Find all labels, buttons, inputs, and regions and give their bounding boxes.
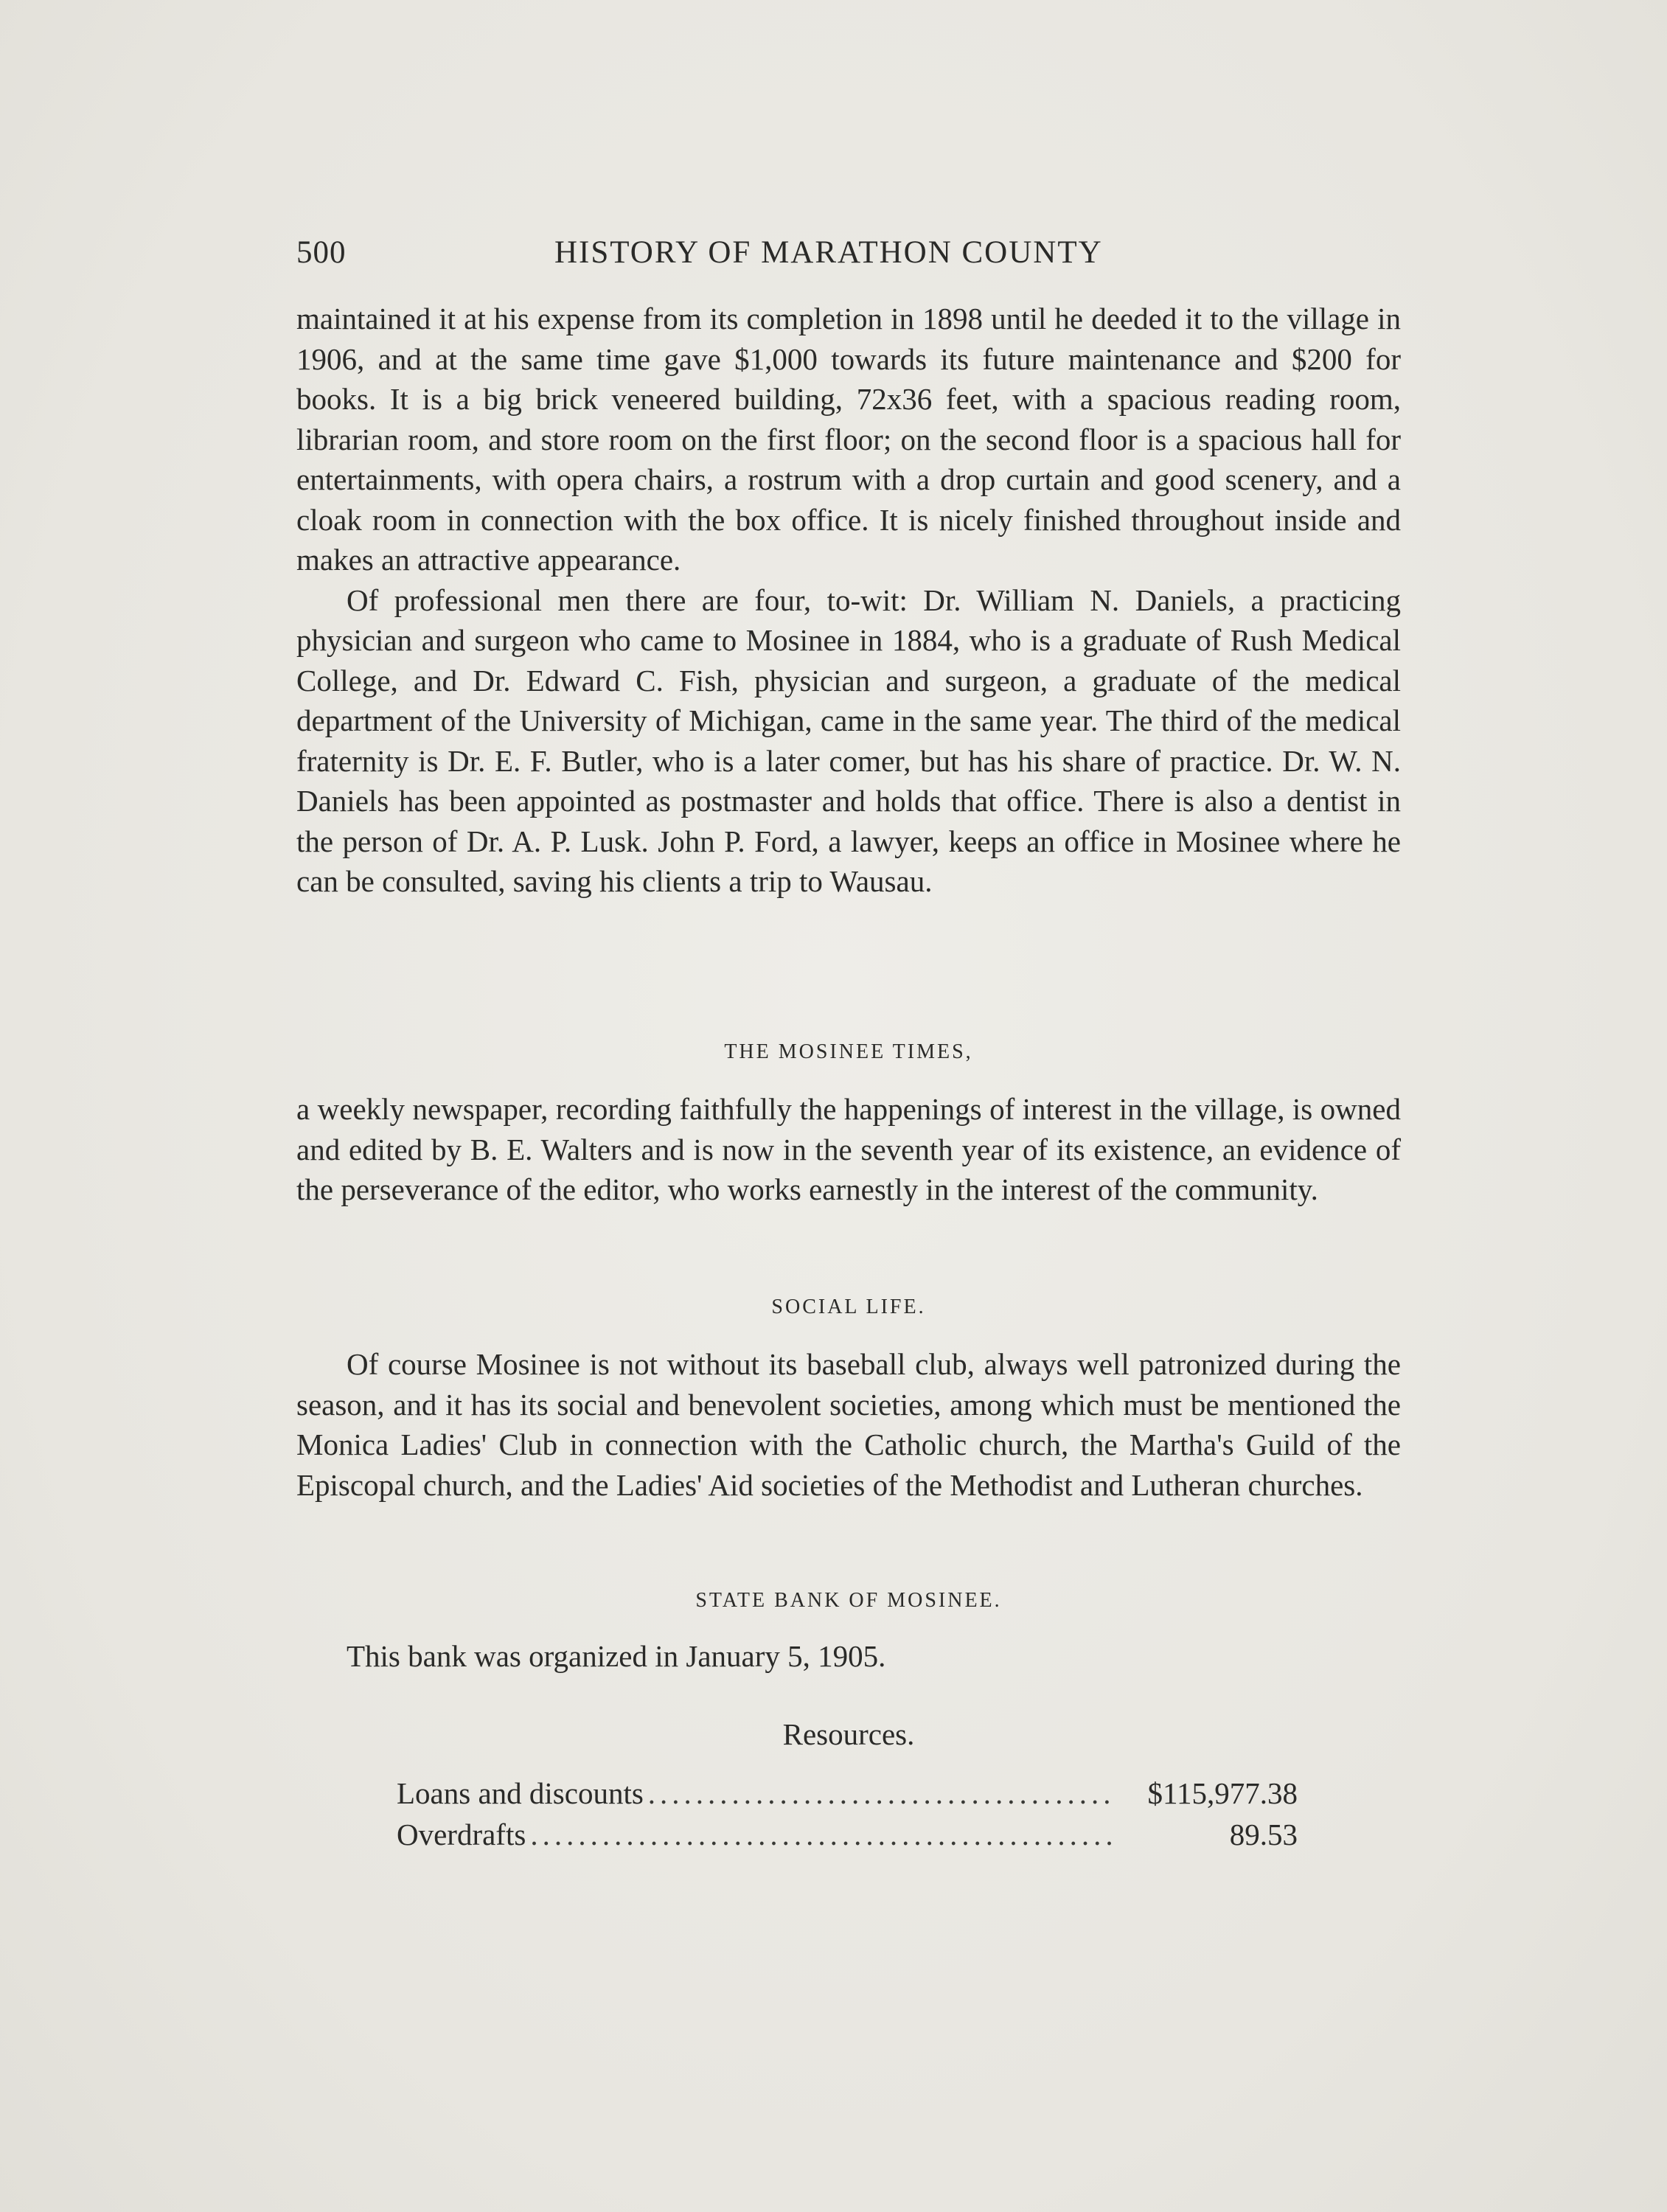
ledger-amount: 89.53	[1229, 1818, 1298, 1851]
ledger-label: Overdrafts	[397, 1818, 526, 1851]
resources-ledger	[397, 1775, 1298, 1858]
paragraph: maintained it at his expense from its completion in 1898 until he deeded it to the village in 1906, and at the same time gave $1,000 towards its future maintenance and $200 for books. It is a big brick veneered building, 72x36 feet, with a spacious reading room, librarian room, and store room on the first floor; on the second floor is a spacious hall for entertainments, with opera chairs, a rostrum with a drop curtain and good scenery, and a cloak room in connection with the box office. It is nicely finished throughout inside and makes an attractive appearance.	[296, 302, 1401, 577]
body-text-library	[296, 299, 1401, 902]
section-heading-social-life: SOCIAL LIFE.	[771, 1295, 926, 1318]
ledger-row	[397, 1775, 1298, 1817]
body-text-mosinee-times	[296, 1089, 1401, 1210]
paragraph: Of professional men there are four, to-wit: Dr. William N. Daniels, a practicing physician and surgeon who came to Mosinee in 1884, who is a graduate of Rush Medical College, and Dr. Edward C. Fish, physician and surgeon, a graduate of the medical department of the University of Michigan, came in the same year. The third of the medical fraternity is Dr. E. F. Butler, who is a later comer, but has his share of practice. Dr. W. N. Daniels has been appointed as postmaster and holds that office. There is also a dentist in the person of Dr. A. P. Lusk. John P. Ford, a lawyer, keeps an office in Mosinee where he can be consulted, saving his clients a trip to Wausau.	[296, 582, 1401, 898]
section-heading-mosinee-times: THE MOSINEE TIMES,	[724, 1040, 973, 1063]
dot-leader	[648, 1775, 1116, 1811]
paragraph: a weekly newspaper, recording faithfully the happenings of interest in the village, is owned and edited by B. E. Walters and is now in the seventh year of its existence, an evidence of the perseverance of the editor, who works earnestly in the interest of the community.	[296, 1092, 1401, 1206]
dot-leader	[530, 1817, 1116, 1852]
section-heading-state-bank: STATE BANK OF MOSINEE.	[695, 1589, 1002, 1612]
ledger-label: Loans and discounts	[397, 1776, 644, 1810]
body-text-social-life	[296, 1344, 1401, 1505]
resources-heading: Resources.	[782, 1717, 915, 1751]
ledger-amount: $115,977.38	[1147, 1776, 1298, 1810]
running-head: HISTORY OF MARATHON COUNTY	[554, 235, 1103, 270]
bank-organized-line: This bank was organized in January 5, 1905.	[347, 1639, 886, 1673]
paragraph: Of course Mosinee is not without its baseball club, always well patronized during the season, and it has its social and benevolent societies, among which must be mentioned the Monica Ladies' Club in connection with the Catholic church, the Martha's Guild of the Episcopal church, and the Ladies' Aid societies of the Methodist and Lutheran churches.	[296, 1347, 1401, 1502]
page-number: 500	[296, 235, 347, 270]
page-header	[296, 234, 1402, 271]
ledger-row	[397, 1817, 1298, 1858]
